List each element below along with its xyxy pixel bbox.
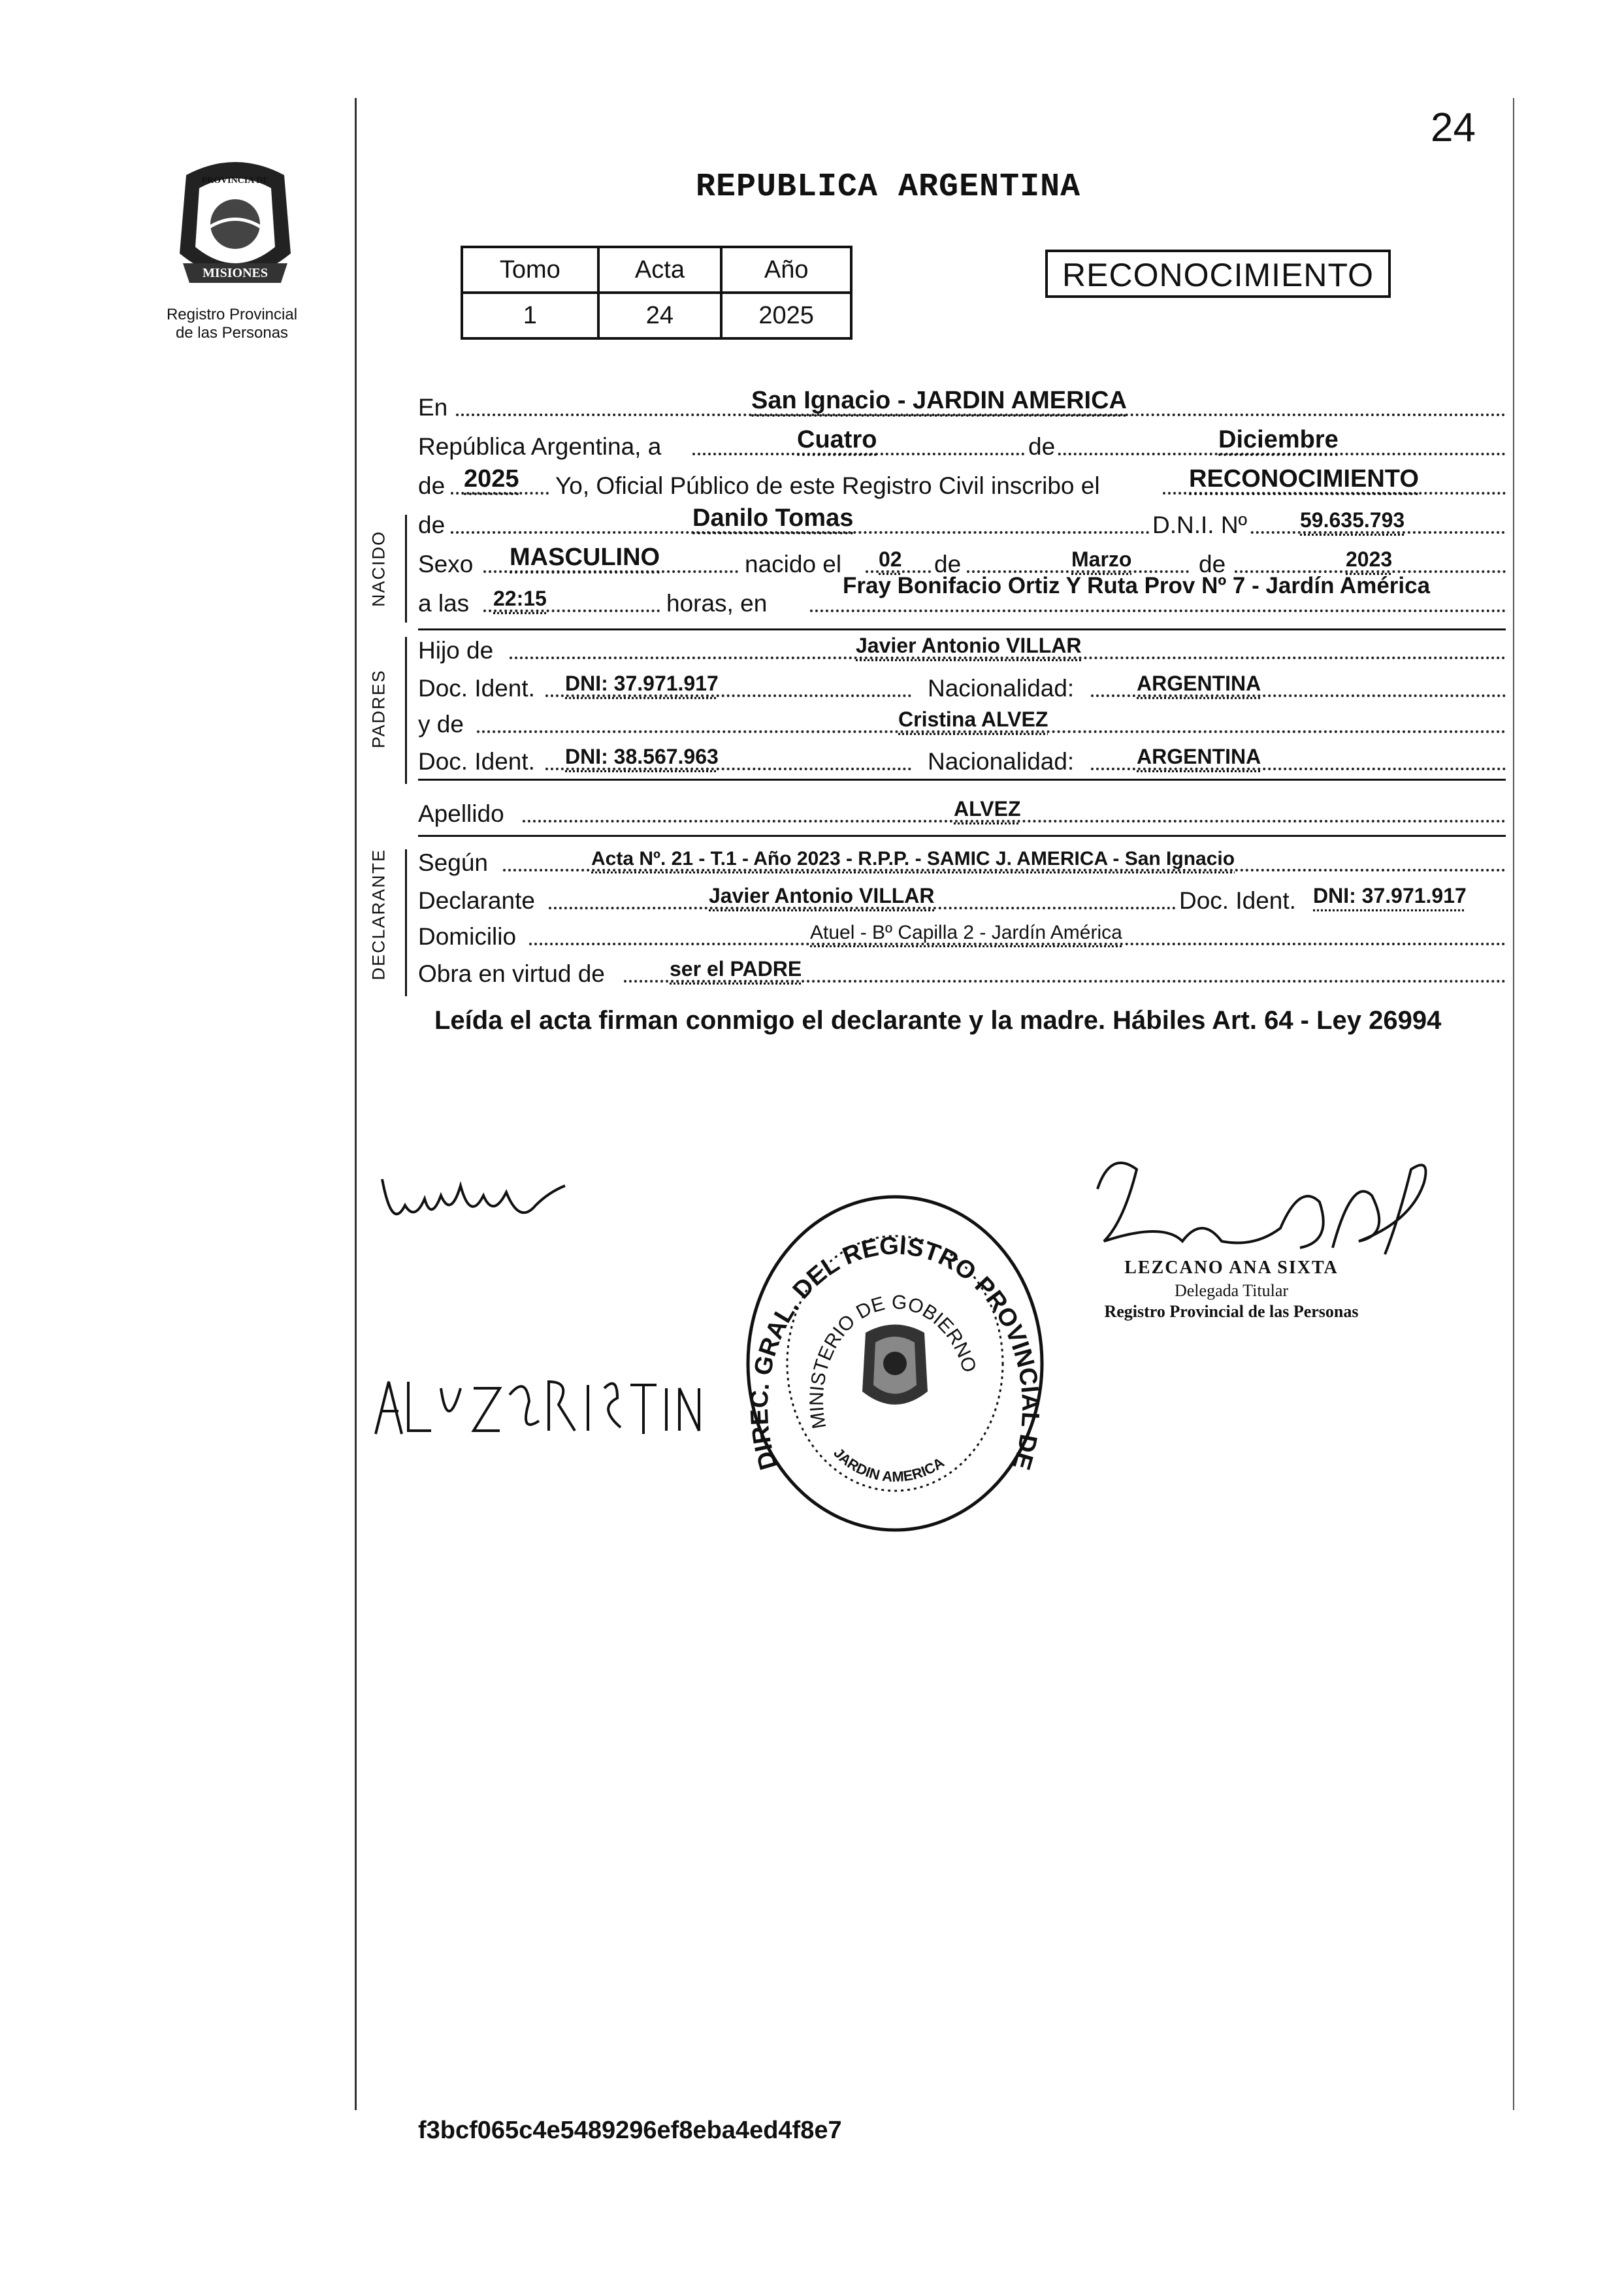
birth-year-value: 2023 [1346,547,1393,571]
padres-bracket [405,637,407,784]
obra-value: ser el PADRE [670,957,802,981]
record-table [461,246,853,340]
official-name: LEZCANO ANA SIXTA [1124,1258,1339,1278]
domicilio-label: Domicilio [418,923,517,950]
official-stamp [741,1192,1048,1535]
stamp-inner-text: MINISTERIO DE GOBIERNO [805,1291,981,1431]
birth-place-dots [810,610,1506,612]
table-value-acta: 24 [598,293,722,338]
horas-label: horas, en [666,590,768,617]
declarante-section-label: DECLARANTE [368,848,389,981]
child-name-row [418,505,1506,542]
closing-statement: Leída el acta firman conmigo el declarante y la madre. Hábiles Art. 64 - Ley 26994 [434,1006,1442,1035]
stamp-outer-text: DIREC. GRAL. DEL REGISTRO PROVINCIAL DE [745,1232,1045,1473]
father-doc-value: DNI: 37.971.917 [565,672,719,695]
day-value: Cuatro [797,426,877,453]
obra-label: Obra en virtud de [418,960,605,987]
declarante-doc-label: Doc. Ident. [1179,887,1296,914]
birth-time-value: 22:15 [493,587,547,610]
nacido-section-label: NACIDO [368,530,389,608]
y-de-label: y de [418,711,464,738]
father-doc-label: Doc. Ident. [418,675,535,702]
table-header-tomo: Tomo [462,247,598,293]
mother-name-value: Cristina ALVEZ [898,708,1048,731]
year-row [418,466,1506,502]
record-type-box: RECONOCIMIENTO [1045,250,1391,298]
domicilio-row [418,917,1506,953]
child-de-label: de [418,512,446,538]
mother-nationality-value: ARGENTINA [1137,745,1261,768]
segun-label: Según [418,849,488,876]
page-title: REPUBLICA ARGENTINA [696,169,1081,206]
crest-text-bottom: MISIONES [202,266,268,280]
apellido-label: Apellido [418,800,504,827]
father-row [418,630,1506,667]
child-name-value: Danilo Tomas [692,504,854,532]
right-margin-line [1513,98,1514,2110]
nacido-bracket [405,515,407,623]
nacido-el-label: nacido el [745,551,842,578]
year-value: 2025 [464,465,519,493]
segun-value: Acta Nº. 21 - T.1 - Año 2023 - R.P.P. - SAMIC J. AMERICA - San Ignacio [591,848,1235,870]
hijo-de-label: Hijo de [418,637,494,664]
place-row [418,387,1506,424]
republic-label: República Argentina, a [418,433,662,460]
declarante-bracket [405,849,407,996]
table-header-anio: Año [721,247,851,293]
padres-section-label: PADRES [368,669,389,749]
a-las-label: a las [418,590,470,617]
padres-divider [418,779,1506,781]
de-label-3: de [1199,551,1226,578]
birth-month-value: Marzo [1071,547,1132,571]
month-value: Diciembre [1218,426,1339,453]
de-label-2: de [934,551,962,578]
declarante-label: Declarante [418,887,535,914]
mother-doc-row [418,741,1506,778]
apellido-divider [418,835,1506,837]
father-name-value: Javier Antonio VILLAR [856,634,1082,657]
mother-nac-label: Nacionalidad: [928,748,1075,775]
obra-row [418,954,1506,990]
act-value: RECONOCIMIENTO [1189,465,1419,493]
official-block [1071,1258,1391,1322]
registry-caption-line-2: de las Personas [175,324,289,342]
de-year-label: de [418,472,446,499]
father-nationality-value: ARGENTINA [1137,672,1261,695]
sexo-value: MASCULINO [510,544,660,571]
mother-doc-value: DNI: 38.567.963 [565,745,719,768]
declarante-doc-value: DNI: 37.971.917 [1313,884,1467,907]
page-number: 24 [1431,105,1476,150]
child-dni-value: 59.635.793 [1300,508,1405,532]
official-title: Delegada Titular [1174,1281,1289,1300]
table-header-acta: Acta [598,247,722,293]
official-office: Registro Provincial de las Personas [1104,1302,1359,1321]
surname-row [418,794,1506,830]
segun-row [418,843,1506,879]
place-value: San Ignacio - JARDIN AMERICA [751,387,1127,414]
crest-text-top: PROVINCIA DE [201,176,269,186]
mother-signature [369,1369,709,1440]
left-margin-line [355,98,357,2110]
father-doc-row [418,668,1506,705]
dni-label: D.N.I. Nº [1150,512,1250,539]
de-label: de [1026,433,1058,461]
mother-row [418,704,1506,741]
official-signature [1084,1143,1437,1274]
declarante-row [418,881,1506,917]
statement-text: Yo, Oficial Público de este Registro Civil inscribo el [555,472,1100,499]
table-value-tomo: 1 [462,293,598,338]
birth-day-value: 02 [879,547,902,571]
father-nac-label: Nacionalidad: [928,675,1075,702]
provincial-crest-logo [160,149,310,299]
registry-caption [154,306,310,342]
birth-place-value: Fray Bonifacio Ortiz Y Ruta Prov Nº 7 - Jardín América [843,573,1431,598]
en-label: En [418,394,448,421]
svg-text:JARDIN AMERICA [830,1444,947,1485]
document-hash: f3bcf065c4e5489296ef8eba4ed4f8e7 [418,2117,842,2144]
declarante-name-value: Javier Antonio VILLAR [709,884,935,907]
registry-caption-line-1: Registro Provincial [166,306,298,323]
stamp-crest-icon [862,1325,928,1405]
stamp-bottom-text: JARDIN AMERICA [830,1444,947,1486]
apellido-value: ALVEZ [954,797,1021,821]
sexo-label: Sexo [418,551,474,578]
domicilio-value: Atuel - Bº Capilla 2 - Jardín América [810,922,1122,943]
table-value-anio: 2025 [721,293,851,338]
declarant-signature [379,1160,568,1238]
mother-doc-label: Doc. Ident. [418,748,535,775]
date-row [418,427,1506,463]
